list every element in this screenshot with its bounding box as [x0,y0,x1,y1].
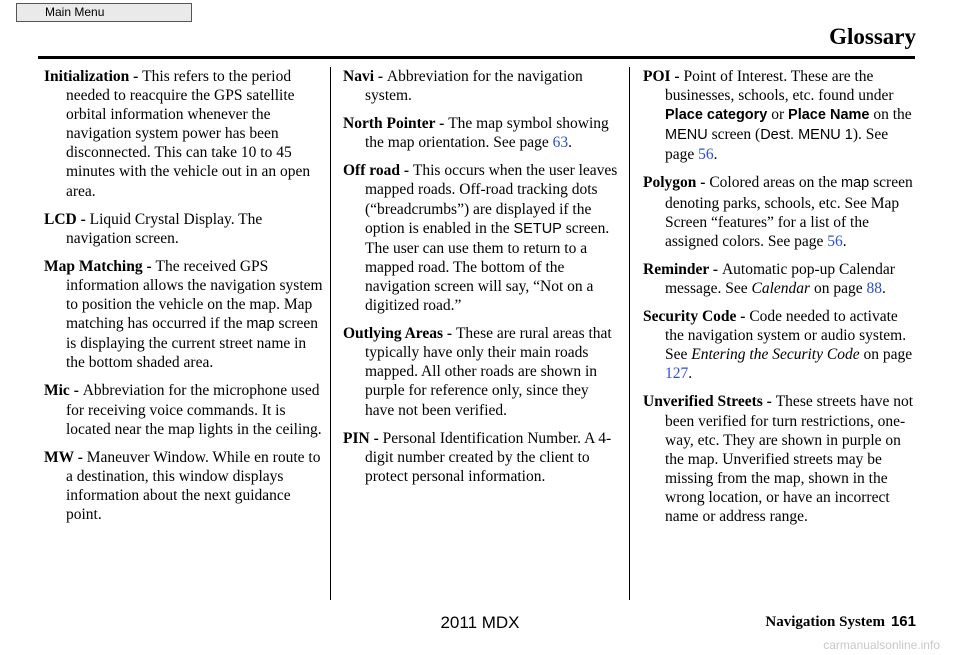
page-link-63[interactable]: 63 [552,134,569,152]
page-title: Glossary [829,24,916,49]
entry-unverified-streets: Unverified Streets - These streets have not been verified for turn restrictions, one-way, etc. They are shown in purple on the map. Unverified streets may be missing from the map, shown in the wrong location, or have an incorrect name or address range. [643,393,914,525]
entry-north-pointer: North Pointer - The map symbol showing the map orientation. See page 63. [343,115,609,152]
page-footer [765,613,916,631]
entry-mw: MW - Maneuver Window. While en route to a destination, this window displays information about the next guidance point. [44,448,321,523]
header-rule [38,56,915,59]
entry-security-code: Security Code - Code needed to activate the navigation system or audio system. See Entering the Security Code on page 127. [643,308,913,383]
site-watermark: carmanualsonline.info [823,638,940,652]
main-menu-button[interactable]: Main Menu [16,3,192,22]
model-watermark: 2011 MDX [440,613,520,632]
entry-poi: POI - Point of Interest. These are the businesses, schools, etc. found under Place category or Place Name on the MENU screen (Dest. MENU 1). See page 56. [643,68,912,164]
page-link-56[interactable]: 56 [827,232,843,250]
column-2 [343,67,618,495]
entry-map-matching: Map Matching - The received GPS information allows the navigation system to position the vehicle on the map. Map matching has occurred if the map screen is displaying the current street name in the bottom shaded area. [44,257,323,372]
entry-initialization: Initialization - This refers to the period needed to reacquire the GPS satellite orbital information whenever the navigation system power has been disconnected. This can take 10 to 45 minutes with the vehicle out in an open area. [44,68,311,200]
footer-label: Navigation System [765,614,885,630]
entry-navi: Navi - Abbreviation for the navigation system. [343,68,583,105]
page-link-88[interactable]: 88 [866,279,882,297]
entry-outlying-areas: Outlying Areas - These are rural areas that typically have only their main roads mapped. All other roads are shown in purple for reference only, since they have not been verified. [343,325,612,419]
entry-lcd: LCD - Liquid Crystal Display. The navigation screen. [44,210,263,247]
entry-reminder: Reminder - Automatic pop-up Calendar message. See Calendar on page 88. [643,260,895,297]
column-1 [44,67,327,533]
entry-pin: PIN - Personal Identification Number. A 4-digit number created by the client to protect personal information. [343,429,612,485]
entry-mic: Mic - Abbreviation for the microphone used for receiving voice commands. It is located near the map lights in the ceiling. [44,382,322,438]
entry-off-road: Off road - This occurs when the user leaves mapped roads. Off-road tracking dots (“breadcrumbs”) are displayed if the option is enabled in the SETUP screen. The user can use them to return to a mapped road. The bottom of the navigation screen will say, “Not on a digitized road.” [343,162,618,315]
page-number: 161 [890,613,916,630]
entry-polygon: Polygon - Colored areas on the map screen denoting parks, schools, etc. See Map Screen “features” for a list of the assigned colors. See page 56. [643,174,913,250]
page-link-56[interactable]: 56 [698,146,714,164]
column-3 [643,67,918,535]
column-divider-2 [629,67,630,600]
page-link-127[interactable]: 127 [665,365,689,383]
column-divider-1 [330,67,331,600]
